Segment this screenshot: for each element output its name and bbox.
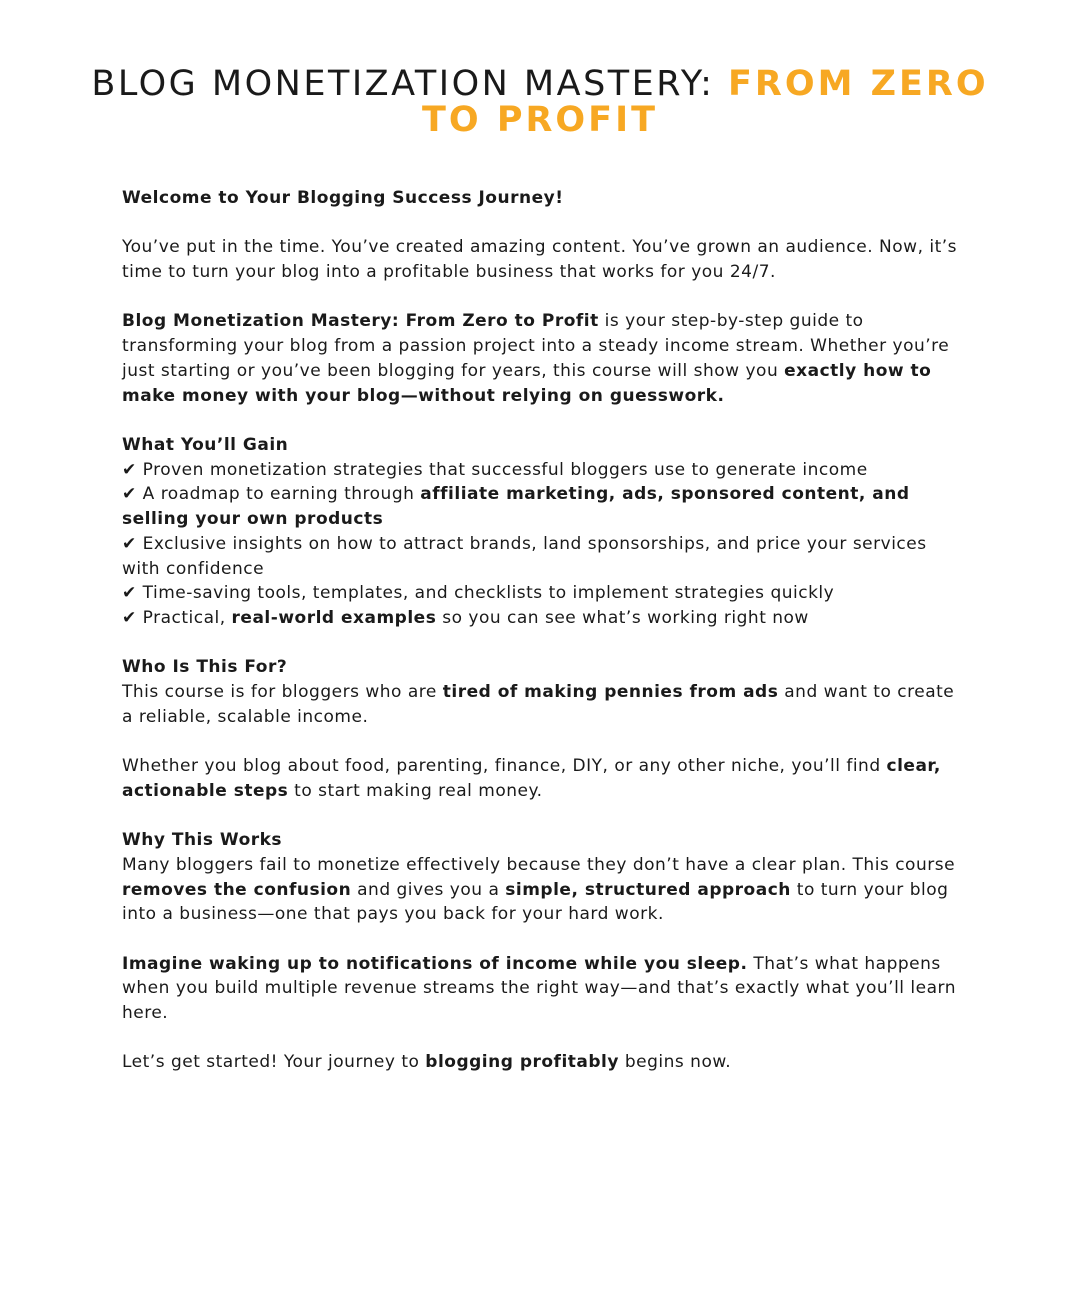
- guide-paragraph: [122, 309, 962, 408]
- title-highlight: FROM ZERO TO PROFIT: [422, 64, 989, 140]
- page-title: [60, 66, 1020, 138]
- gain-item-4: Time-saving tools, templates, and checklists to implement strategies quickly: [142, 583, 835, 604]
- check-icon: ✔: [122, 459, 137, 480]
- gain-item-2-bold: affiliate marketing, ads, sponsored content, and selling your own products: [122, 484, 910, 530]
- closing-paragraph: [122, 1050, 962, 1075]
- closing-text-2: begins now.: [618, 1052, 732, 1073]
- gain-heading: What You’ll Gain: [122, 434, 289, 455]
- gain-item-3: Exclusive insights on how to attract brands, land sponsorships, and price your services with confidence: [122, 533, 927, 579]
- who-text-1: This course is for bloggers who are: [122, 682, 443, 702]
- check-icon: ✔: [122, 533, 137, 554]
- guide-text: is your step-by-step guide to transforming your blog from a passion project into a steady income stream. Whether you’re just starting or you’ve been blogging for years, this course will show you: [122, 311, 950, 381]
- gain-item-5-bold: real-world examples: [231, 607, 437, 628]
- check-icon: ✔: [122, 484, 137, 505]
- check-icon: ✔: [122, 583, 137, 604]
- gain-item-5-tail: so you can see what’s working right now: [436, 607, 809, 628]
- why-text-2: and gives you a: [351, 879, 506, 900]
- why-text-1: Many bloggers fail to monetize effectively because they don’t have a clear plan. This course: [122, 854, 956, 875]
- who-heading: Who Is This For?: [122, 657, 288, 678]
- title-plain: BLOG MONETIZATION MASTERY:: [91, 64, 729, 104]
- why-section: [122, 828, 962, 927]
- who-section: [122, 655, 962, 729]
- closing-bold: blogging profitably: [425, 1052, 619, 1073]
- why-bold-2: simple, structured approach: [505, 879, 791, 900]
- gain-item-1: Proven monetization strategies that successful bloggers use to generate income: [142, 459, 868, 480]
- who-text-2: and want to create a reliable, scalable income.: [122, 682, 955, 727]
- guide-bold-promise: exactly how to make money with your blog—without relying on guesswork.: [122, 360, 932, 406]
- why-bold-1: removes the confusion: [122, 879, 352, 900]
- niche-paragraph: [122, 754, 962, 803]
- welcome-paragraph: [122, 186, 962, 211]
- who-bold: tired of making pennies from ads: [442, 682, 779, 702]
- niche-bold: clear, actionable steps: [122, 756, 941, 801]
- closing-text-1: Let’s get started! Your journey to: [122, 1052, 426, 1073]
- guide-bold-course-name: Blog Monetization Mastery: From Zero to Profit: [122, 311, 599, 332]
- gain-section: [122, 433, 962, 631]
- imagine-bold: Imagine waking up to notifications of income while you sleep.: [122, 953, 748, 974]
- imagine-paragraph: [122, 952, 962, 1026]
- why-heading: Why This Works: [122, 830, 283, 851]
- niche-tail: to start making real money.: [288, 780, 543, 801]
- intro-paragraph: You’ve put in the time. You’ve created amazing content. You’ve grown an audience. Now, it’s time to turn your blog into a profitable business that works for you 24/7.: [122, 237, 958, 283]
- gain-item-2-text: A roadmap to earning through: [142, 484, 421, 505]
- document-body: [122, 186, 962, 1100]
- welcome-heading: Welcome to Your Blogging Success Journey!: [122, 188, 564, 208]
- imagine-text: That’s what happens when you build multiple revenue streams the right way—and that’s exactly what you’ll learn here.: [122, 953, 956, 1024]
- check-icon: ✔: [122, 607, 137, 628]
- gain-item-5-text: Practical,: [142, 607, 232, 628]
- niche-text: Whether you blog about food, parenting, finance, DIY, or any other niche, you’ll find: [122, 756, 887, 777]
- why-text-3: to turn your blog into a business—one that pays you back for your hard work.: [122, 879, 949, 925]
